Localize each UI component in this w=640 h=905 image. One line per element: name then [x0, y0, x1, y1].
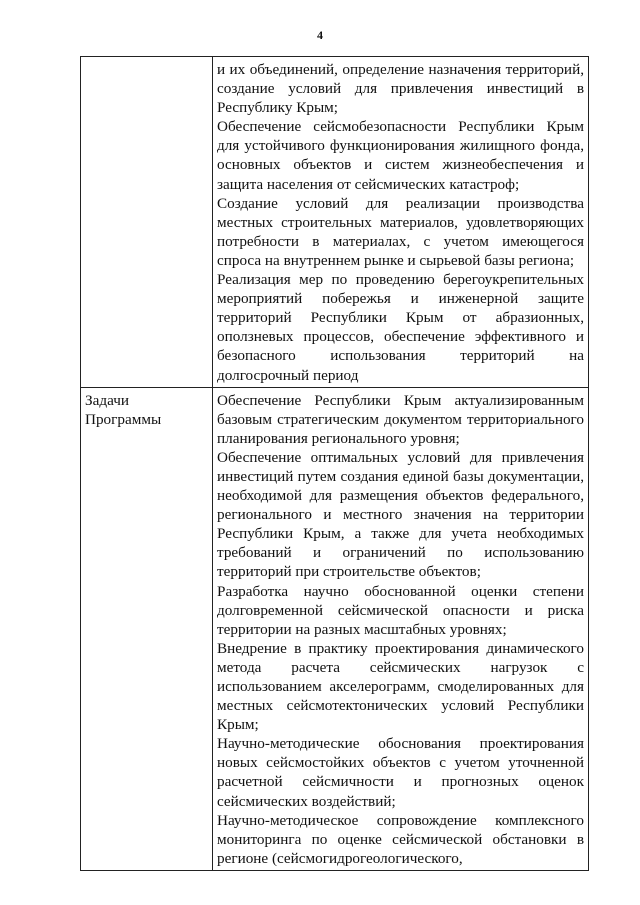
table-row: [81, 57, 589, 388]
paragraph: Внедрение в практику проектирования динамического метода расчета сейсмических нагрузок с использованием акселерограмм, смоделированных для местных сейсмотектонических условий Республики Крым;: [217, 639, 584, 734]
row-content-cell: [213, 387, 589, 870]
paragraph: Научно-методическое сопровождение комплексного мониторинга по оценке сейсмической обстановки в регионе (сейсмогидрогеологического,: [217, 811, 584, 867]
paragraph: Обеспечение Республики Крым актуализированным базовым стратегическим документом территориального планирования регионального уровня;: [217, 391, 584, 447]
page-number: 4: [317, 28, 323, 42]
paragraph: Создание условий для реализации производства местных строительных материалов, удовлетворяющих потребности в материалах, с учетом имеющегося спроса на внутреннем рынке и сырьевой базы региона;: [217, 194, 584, 269]
row-label-cell: [81, 387, 213, 870]
paragraph: Научно-методические обоснования проектирования новых сейсмостойких объектов с учетом уточненной расчетной сейсмичности и прогнозных оценок сейсмических воздействий;: [217, 735, 584, 810]
row-label: Задачи Программы: [85, 391, 162, 428]
paragraph: и их объединений, определение назначения территорий, создание условий для привлечения инвестиций в Республику Крым;: [217, 61, 584, 117]
program-table: [80, 56, 589, 871]
paragraph: Разработка научно обоснованной оценки степени долговременной сейсмической опасности и риска территории на разных масштабных уровнях;: [217, 582, 584, 638]
table-row: [81, 387, 589, 870]
row-label-cell: [81, 57, 213, 388]
paragraph: Реализация мер по проведению берегоукрепительных мероприятий побережья и инженерной защите территорий Республики Крым от абразионных, оползневых процессов, обеспечение эффективного и безопасного использования территорий на долгосрочный период: [217, 271, 584, 384]
paragraph: Обеспечение сейсмобезопасности Республики Крым для устойчивого функционирования жилищного фонда, основных объектов и систем жизнеобеспечения и защита населения от сейсмических катастроф;: [217, 118, 584, 193]
row-content-cell: [213, 57, 589, 388]
paragraph: Обеспечение оптимальных условий для привлечения инвестиций путем создания единой базы документации, необходимой для размещения объектов федерального, регионального и местного значения на территории Республики Крым, а также для учета необходимых требований и ограничений по использованию территорий при строительстве объектов;: [217, 448, 584, 581]
